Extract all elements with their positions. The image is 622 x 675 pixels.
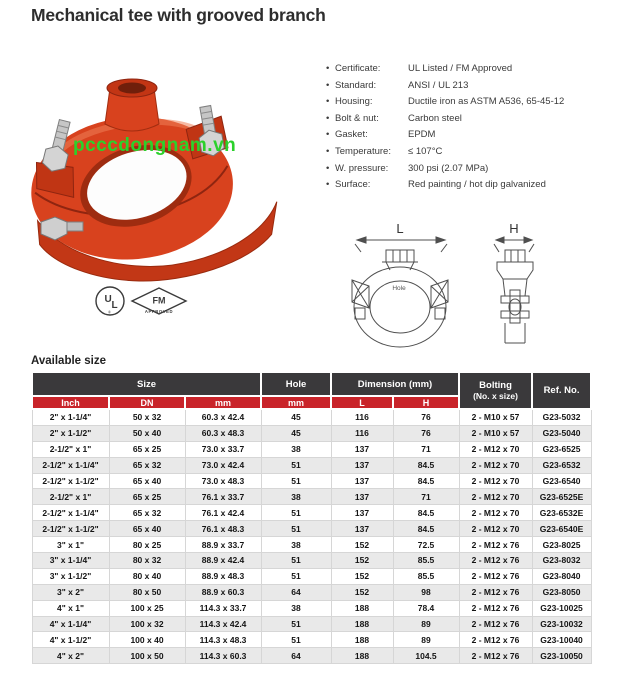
table-cell: 152 [331,537,393,553]
table-cell: G23-10040 [532,632,591,648]
table-cell: 4" x 1-1/4" [32,616,109,632]
table-cell: 137 [331,473,393,489]
table-cell: 88.9 x 48.3 [185,568,261,584]
header-size: Size [32,372,261,396]
table-cell: 71 [393,489,459,505]
bullet-icon: • [326,129,330,141]
spec-label: Temperature: [335,145,391,157]
table-cell: 100 x 25 [109,600,185,616]
table-cell: 76.1 x 42.4 [185,505,261,521]
table-row [32,505,591,521]
branch-port [105,79,159,131]
table-cell: G23-8025 [532,537,591,553]
spec-row [326,63,618,80]
watermark-text: pcccdongnam.vn [73,135,237,156]
spec-label: Standard: [335,79,377,91]
table-cell: 80 x 40 [109,568,185,584]
table-row [32,425,591,441]
table-row [32,584,591,600]
table-cell: 73.0 x 48.3 [185,473,261,489]
table-cell: 104.5 [393,648,459,664]
table-cell: 71 [393,441,459,457]
table-cell: G23-6525E [532,489,591,505]
spec-value: ANSI / UL 213 [408,79,469,91]
table-cell: 51 [261,505,331,521]
table-cell: G23-10025 [532,600,591,616]
table-row [32,616,591,632]
header-dimension: Dimension (mm) [331,372,459,396]
table-cell: G23-8032 [532,553,591,569]
table-cell: G23-6532E [532,505,591,521]
table-cell: 38 [261,537,331,553]
length-dim-label: L [396,221,404,236]
spec-row [326,179,618,196]
subheader-inch: Inch [32,396,109,409]
table-cell: 2 - M12 x 76 [459,537,532,553]
table-cell: 2 - M10 x 57 [459,409,532,425]
table-cell: 73.0 x 42.4 [185,457,261,473]
table-cell: 2-1/2" x 1" [32,489,109,505]
spec-row [326,146,618,163]
subheader-dn: DN [109,396,185,409]
table-cell: 137 [331,441,393,457]
bullet-icon: • [326,112,330,124]
table-heading: Available size [31,355,107,367]
table-cell: 80 x 25 [109,537,185,553]
table-cell: 100 x 32 [109,616,185,632]
table-cell: 84.5 [393,505,459,521]
spec-label: Bolt & nut: [335,112,379,124]
product-photo [25,62,310,294]
bullet-icon: • [326,179,330,191]
table-cell: 65 x 32 [109,457,185,473]
table-row [32,521,591,537]
table-cell: 188 [331,616,393,632]
table-cell: 60.3 x 42.4 [185,409,261,425]
table-cell: 65 x 40 [109,473,185,489]
table-cell: 2-1/2" x 1-1/2" [32,473,109,489]
hole-label: Hole [392,285,406,292]
table-cell: G23-6525 [532,441,591,457]
table-cell: 2 - M12 x 76 [459,584,532,600]
table-cell: 2 - M12 x 76 [459,568,532,584]
table-cell: 51 [261,473,331,489]
table-cell: 88.9 x 42.4 [185,553,261,569]
svg-text:U: U [104,294,112,305]
table-cell: 152 [331,584,393,600]
table-cell: 38 [261,600,331,616]
height-dim-label: H [509,221,519,236]
available-size-table [31,371,592,664]
spec-label: Housing: [335,96,373,108]
table-cell: 114.3 x 33.7 [185,600,261,616]
table-row [32,457,591,473]
table-cell: 50 x 40 [109,425,185,441]
table-cell: 98 [393,584,459,600]
table-cell: 64 [261,648,331,664]
spec-value: Ductile iron as ASTM A536, 65-45-12 [408,96,565,108]
fm-approved-icon [132,288,186,314]
table-cell: 2 - M10 x 57 [459,425,532,441]
ul-logo-icon [96,287,124,315]
table-cell: 2-1/2" x 1-1/4" [32,505,109,521]
table-cell: 80 x 32 [109,553,185,569]
spec-value: Carbon steel [408,112,462,124]
header-hole: Hole [261,372,331,396]
table-cell: 88.9 x 33.7 [185,537,261,553]
header-bolting: Bolting (No. x size) [459,372,532,409]
table-row [32,648,591,664]
svg-text:FM: FM [152,295,166,306]
table-cell: G23-5032 [532,409,591,425]
svg-text:L: L [111,300,118,311]
spec-value: UL Listed / FM Approved [408,63,513,74]
table-cell: 188 [331,600,393,616]
table-cell: 2 - M12 x 70 [459,505,532,521]
table-row [32,473,591,489]
bullet-icon: • [326,162,330,174]
table-row [32,441,591,457]
spec-row [326,129,618,146]
size-table-body [32,409,591,664]
spec-value: EPDM [408,129,436,141]
page-title: Mechanical tee with grooved branch [31,5,326,25]
dimension-diagram [343,218,561,358]
table-cell: 45 [261,409,331,425]
table-cell: 2" x 1-1/2" [32,425,109,441]
spec-label: W. pressure: [335,162,389,174]
table-cell: 3" x 1" [32,537,109,553]
spec-label: Certificate: [335,63,381,74]
table-cell: 116 [331,409,393,425]
subheader-hole-mm: mm [261,396,331,409]
table-cell: 65 x 25 [109,489,185,505]
table-cell: 188 [331,648,393,664]
table-cell: G23-6532 [532,457,591,473]
table-cell: 116 [331,425,393,441]
spec-row [326,163,618,180]
table-cell: G23-5040 [532,425,591,441]
table-row [32,489,591,505]
table-cell: 76 [393,409,459,425]
table-cell: G23-10050 [532,648,591,664]
table-cell: 51 [261,632,331,648]
table-cell: 2 - M12 x 70 [459,457,532,473]
spec-label: Surface: [335,179,371,191]
table-cell: 100 x 40 [109,632,185,648]
bullet-icon: • [326,63,330,74]
spec-row [326,113,618,130]
table-cell: 38 [261,441,331,457]
table-cell: 76 [393,425,459,441]
table-cell: 45 [261,425,331,441]
mechanical-tee-illustration [25,62,310,294]
table-cell: 76.1 x 48.3 [185,521,261,537]
table-cell: 188 [331,632,393,648]
table-cell: G23-8040 [532,568,591,584]
table-cell: 2-1/2" x 1-1/2" [32,521,109,537]
table-cell: 2 - M12 x 70 [459,441,532,457]
table-cell: 2-1/2" x 1" [32,441,109,457]
table-cell: 137 [331,457,393,473]
table-row [32,632,591,648]
table-row [32,409,591,425]
table-cell: 51 [261,521,331,537]
table-cell: 51 [261,568,331,584]
table-cell: 137 [331,521,393,537]
table-cell: 76.1 x 33.7 [185,489,261,505]
table-cell: 38 [261,489,331,505]
bullet-icon: • [326,79,330,91]
table-row [32,568,591,584]
table-cell: 2 - M12 x 76 [459,648,532,664]
table-cell: 2 - M12 x 70 [459,473,532,489]
table-cell: 2" x 1-1/4" [32,409,109,425]
table-cell: 89 [393,632,459,648]
table-cell: 85.5 [393,553,459,569]
table-cell: 65 x 32 [109,505,185,521]
table-cell: 2 - M12 x 70 [459,521,532,537]
bullet-icon: • [326,96,330,108]
header-ref-no: Ref. No. [532,372,591,409]
table-cell: 84.5 [393,473,459,489]
table-cell: G23-6540E [532,521,591,537]
table-cell: 152 [331,568,393,584]
table-cell: 2 - M12 x 70 [459,489,532,505]
certification-logos [88,283,204,325]
table-cell: 152 [331,553,393,569]
table-cell: 64 [261,584,331,600]
table-row [32,553,591,569]
table-cell: 51 [261,616,331,632]
table-cell: 114.3 x 42.4 [185,616,261,632]
table-cell: 65 x 25 [109,441,185,457]
table-cell: 72.5 [393,537,459,553]
spec-list [326,63,618,196]
table-cell: 84.5 [393,457,459,473]
spec-row [326,80,618,97]
table-cell: 2 - M12 x 76 [459,616,532,632]
table-cell: 51 [261,553,331,569]
table-cell: 114.3 x 60.3 [185,648,261,664]
table-cell: 3" x 1-1/4" [32,553,109,569]
subheader-l: L [331,396,393,409]
table-cell: 100 x 50 [109,648,185,664]
table-cell: G23-6540 [532,473,591,489]
table-cell: 2-1/2" x 1-1/4" [32,457,109,473]
table-cell: 114.3 x 48.3 [185,632,261,648]
spec-value: Red painting / hot dip galvanized [408,179,546,191]
table-cell: 78.4 [393,600,459,616]
table-cell: 65 x 40 [109,521,185,537]
spec-label: Gasket: [335,129,368,141]
table-cell: G23-8050 [532,584,591,600]
spec-value: ≤ 107°C [408,145,443,157]
svg-text:®: ® [108,309,111,315]
table-cell: 80 x 50 [109,584,185,600]
table-cell: 51 [261,457,331,473]
bullet-icon: • [326,145,330,157]
table-cell: 2 - M12 x 76 [459,632,532,648]
table-cell: 2 - M12 x 76 [459,600,532,616]
table-cell: 88.9 x 60.3 [185,584,261,600]
table-cell: 89 [393,616,459,632]
spec-row [326,96,618,113]
subheader-mm: mm [185,396,261,409]
table-cell: 137 [331,489,393,505]
table-row [32,600,591,616]
table-cell: 2 - M12 x 76 [459,553,532,569]
spec-value: 300 psi (2.07 MPa) [408,162,489,174]
table-cell: 50 x 32 [109,409,185,425]
table-cell: 73.0 x 33.7 [185,441,261,457]
table-cell: 84.5 [393,521,459,537]
table-row [32,537,591,553]
table-cell: 3" x 1-1/2" [32,568,109,584]
table-cell: G23-10032 [532,616,591,632]
table-cell: 4" x 2" [32,648,109,664]
svg-text:APPROVED: APPROVED [144,309,174,314]
table-cell: 137 [331,505,393,521]
table-cell: 3" x 2" [32,584,109,600]
subheader-h: H [393,396,459,409]
table-cell: 4" x 1" [32,600,109,616]
table-cell: 60.3 x 48.3 [185,425,261,441]
table-cell: 4" x 1-1/2" [32,632,109,648]
table-cell: 85.5 [393,568,459,584]
